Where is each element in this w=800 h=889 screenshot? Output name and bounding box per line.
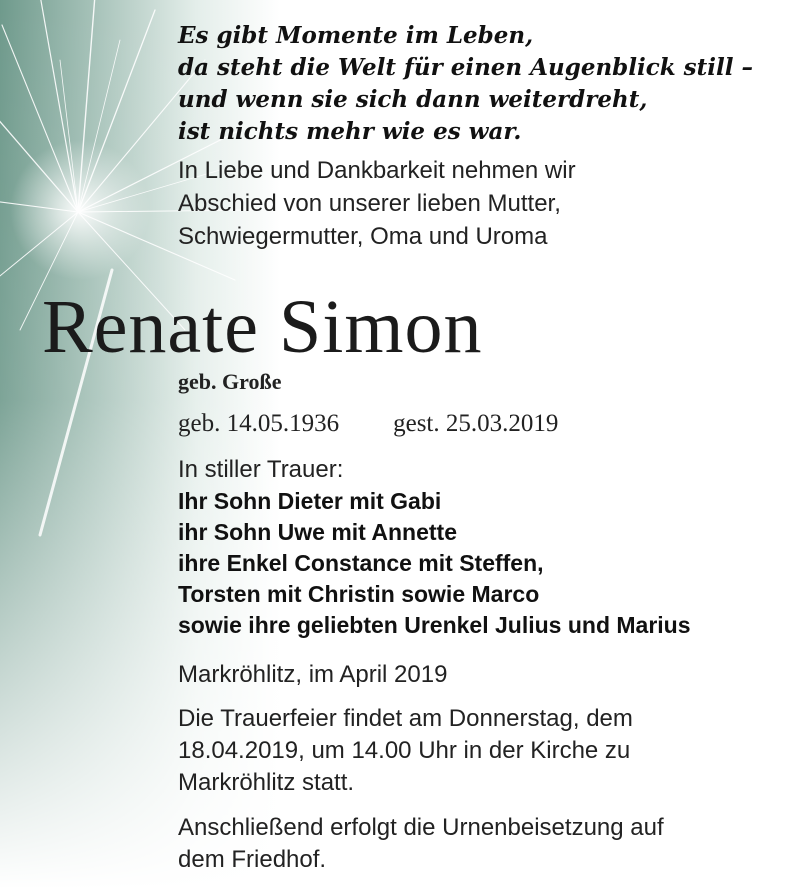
intro-line: Schwiegermutter, Oma und Uroma — [178, 223, 548, 250]
quote-line: ist nichts mehr wie es war. — [178, 118, 522, 145]
burial-info — [178, 812, 788, 876]
birth-date: geb. 14.05.1936 — [178, 410, 340, 437]
ceremony-info — [178, 703, 788, 799]
mourner-line: sowie ihre geliebten Urenkel Julius und Marius — [178, 612, 691, 638]
quote-verse — [178, 20, 788, 148]
mourners-heading: In stiller Trauer: — [178, 456, 344, 483]
burial-line: dem Friedhof. — [178, 846, 327, 873]
seed-glow — [10, 140, 150, 280]
ceremony-line: Die Trauerfeier findet am Donnerstag, dem — [178, 705, 633, 732]
maiden-name: geb. Große — [178, 369, 282, 394]
deceased-name: Renate Simon — [42, 285, 483, 369]
ceremony-line: 18.04.2019, um 14.00 Uhr in der Kirche zu — [178, 737, 631, 764]
intro-text — [178, 154, 788, 253]
death-date: gest. 25.03.2019 — [393, 410, 559, 437]
mourner-line: Torsten mit Christin sowie Marco — [178, 581, 540, 607]
mourner-line: ihre Enkel Constance mit Steffen, — [178, 550, 544, 576]
intro-line: Abschied von unserer lieben Mutter, — [178, 190, 561, 217]
mourners-list — [178, 486, 691, 641]
quote-line: da steht die Welt für einen Augenblick still – — [178, 54, 753, 81]
mourner-line: ihr Sohn Uwe mit Annette — [178, 519, 457, 545]
life-dates — [178, 406, 558, 442]
burial-line: Anschließend erfolgt die Urnenbeisetzung auf — [178, 814, 664, 841]
intro-line: In Liebe und Dankbarkeit nehmen wir — [178, 157, 576, 184]
place-date: Markröhlitz, im April 2019 — [178, 661, 448, 688]
mourner-line: Ihr Sohn Dieter mit Gabi — [178, 488, 442, 514]
ceremony-line: Markröhlitz statt. — [178, 769, 355, 796]
quote-line: Es gibt Momente im Leben, — [178, 22, 534, 49]
quote-line: und wenn sie sich dann weiterdreht, — [178, 86, 648, 113]
